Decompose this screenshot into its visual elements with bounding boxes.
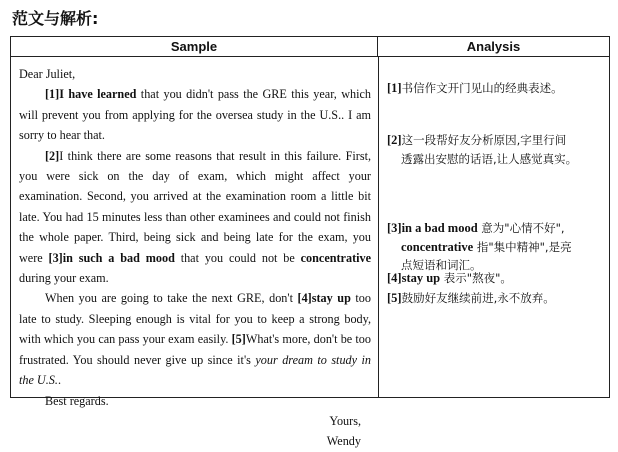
analysis-tag-2: [2] [387,133,402,147]
analysis-text-3a: 意为"心情不好", [477,221,565,235]
analysis-term-stay-up: stay up [401,271,441,285]
marker-2: [2] [45,148,60,163]
analysis-tag-4: [4] [387,271,402,285]
paragraph-1-text: that you didn't pass the GRE this year, which will prevent you from applying for the oversea study in the U.S.. I am sorry to hear that. [19,87,371,143]
paragraph-2-text-a: I think there are some reasons that result in this failure. First, you were sick on the day of exam, which might affect your examination. Second, you arrived at the examination room a little bit late. You had 15 minutes less than other examinees and could not finish the whole paper. Third, being sick and being late for the exam, you were [19,148,371,265]
marker-1: [1] [45,87,60,102]
paragraph-2 [19,146,371,289]
paragraph-1 [19,84,371,145]
paragraph-3-text-b: too late to study. Sleeping enough is vital for you to keep a strong body, with which you can pass your exam easily. [19,291,371,347]
analysis-tag-3: [3] [387,221,402,235]
paragraph-3-text-a: When you are going to take the next GRE, don't [45,291,298,306]
analysis-note-2 [387,131,607,168]
analysis-text-5: 鼓励好友继续前进,永不放弃。 [401,291,555,305]
paragraph-3 [19,288,371,390]
sample-letter [19,64,371,452]
analysis-term-concentrative: concentrative [401,239,474,254]
analysis-text-3b: 指"集中精神",是亮 [473,239,572,254]
marker-3: [3] [48,250,63,265]
salutation: Dear Juliet, [19,67,76,81]
analysis-tag-1: [1] [387,81,402,95]
analysis-text-1: 书信作文开门见山的经典表述。 [401,81,563,95]
analysis-text-2a: 这一段帮好友分析原因,字里行间 [401,133,567,147]
analysis-note-5 [387,289,607,308]
sample-column-header: Sample [11,37,378,57]
analysis-term-bad-mood: in a bad mood [401,221,478,235]
analysis-note-4 [387,269,607,288]
analysis-column-header: Analysis [378,37,609,57]
analysis-text-4: 表示"熬夜"。 [440,271,512,285]
signature-name: Wendy [326,434,361,449]
column-divider [378,57,379,397]
paragraph-2-text-c: during your exam. [19,271,109,286]
analysis-note-3 [387,219,607,275]
analysis-text-2b: 透露出安慰的话语,让人感觉真实。 [401,151,578,166]
highlight-bad-mood: in such a bad mood [62,250,175,265]
analysis-tag-5: [5] [387,291,402,305]
paragraph-3-text-c: What's more, don't be too frustrated. You should never give up since it's [19,332,371,367]
paragraph-3-text-d: . [57,373,61,388]
page-heading: 范文与解析: [12,9,99,28]
highlight-concentrative: concentrative [300,250,372,265]
signature-yours: Yours, [329,413,361,428]
sample-analysis-table [10,36,610,449]
closing: Best regards. [45,393,109,408]
highlight-dream: your dream to study in the U.S. [19,352,371,388]
marker-5: [5] [231,332,246,347]
analysis-note-1 [387,79,607,98]
highlight-i-have-learned: I have learned [59,87,137,102]
analysis-line-3b [387,238,607,257]
highlight-stay-up: stay up [311,291,351,306]
paragraph-2-text-b: that you could not be [174,250,301,265]
analysis-text-3c: 点短语和词汇。 [401,258,482,272]
marker-4: [4] [297,291,312,306]
